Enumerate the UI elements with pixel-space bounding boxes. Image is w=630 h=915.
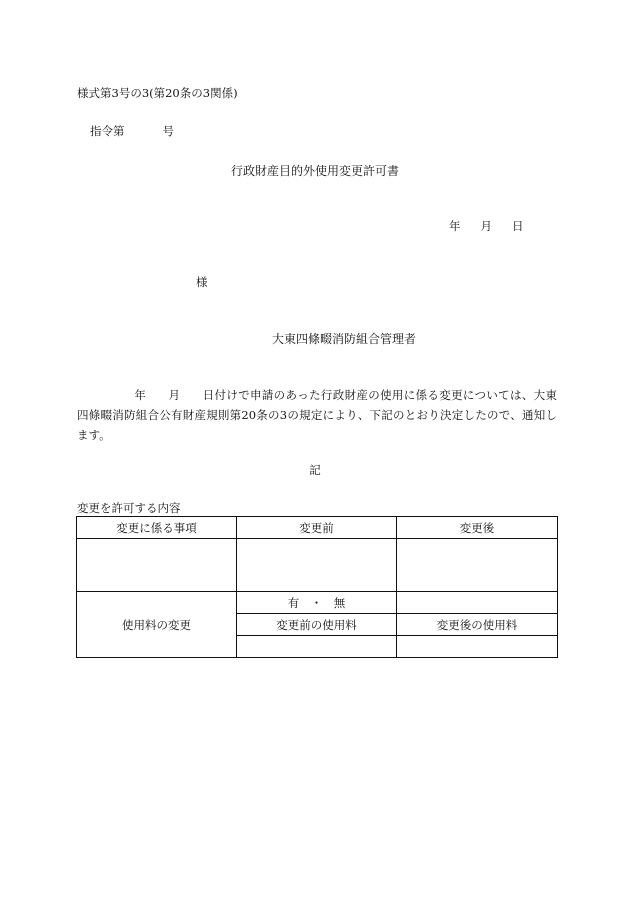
recipient-suffix: 様	[196, 275, 208, 289]
form-number: 様式第3号の3(第20条の3関係)	[77, 86, 238, 100]
document-title: 行政財産目的外使用変更許可書	[230, 164, 399, 178]
blank-item-cell[interactable]	[77, 539, 237, 592]
table-header-row	[77, 517, 558, 539]
body-main-text: 日付けで申請のあった行政財産の使用に係る変更については、大東四條畷消防組合公有財産規則第20条の3の規定により、下記のとおり決定したので、通知します。	[77, 388, 558, 442]
fee-after-value[interactable]	[397, 636, 558, 658]
date-year: 年	[449, 219, 461, 233]
date-month: 月	[480, 219, 492, 233]
body-month: 月	[168, 388, 181, 402]
header-item: 変更に係る事項	[77, 517, 237, 539]
header-after: 変更後	[397, 517, 558, 539]
directive-number	[90, 123, 174, 139]
header-before: 変更前	[237, 517, 397, 539]
date-day: 日	[512, 219, 524, 233]
blank-before-cell[interactable]	[237, 539, 397, 592]
fee-before-value[interactable]	[237, 636, 397, 658]
directive-prefix: 指令第	[90, 124, 125, 138]
presence-row	[77, 592, 558, 614]
blank-after-cell[interactable]	[397, 539, 558, 592]
body-text	[77, 385, 557, 445]
fee-after-label: 変更後の使用料	[397, 614, 558, 636]
directive-suffix: 号	[162, 124, 174, 138]
presence-cell: 有 ・ 無	[237, 592, 397, 614]
table-caption: 変更を許可する内容	[77, 501, 181, 515]
permit-table	[76, 516, 558, 658]
issuer-name: 大東四條畷消防組合管理者	[272, 332, 417, 346]
presence-blank-cell[interactable]	[397, 592, 558, 614]
body-year: 年	[134, 388, 147, 402]
date-line	[449, 218, 524, 234]
usage-fee-label: 使用料の変更	[77, 592, 237, 658]
fee-before-label: 変更前の使用料	[237, 614, 397, 636]
table-blank-row	[77, 539, 558, 592]
ki-heading: 記	[309, 463, 321, 477]
